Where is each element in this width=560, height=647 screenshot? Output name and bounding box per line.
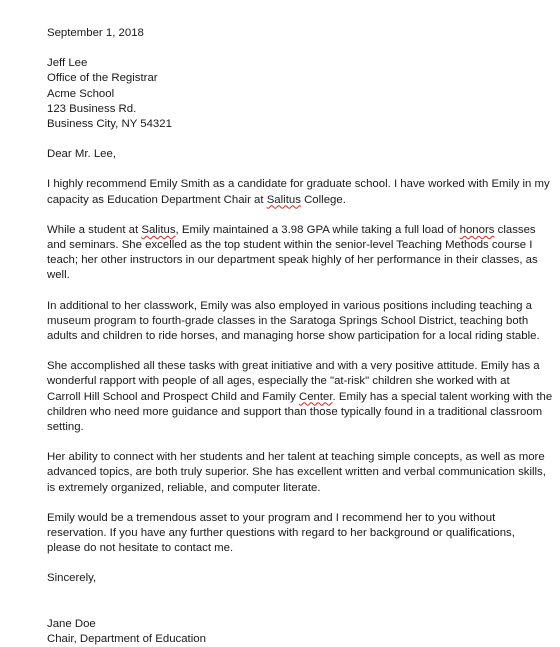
letter-date: September 1, 2018 [47,27,144,39]
paragraph-line: wonderful rapport with people of all ages, especially the "at-risk" children she worked with at [47,375,510,388]
text-run: capacity as Education Department Chair at [47,193,267,206]
recipient-office: Office of the Registrar [47,72,158,85]
signature-block [47,617,532,647]
paragraph-line [47,223,536,238]
paragraph-6 [47,511,532,557]
paragraph-line: is extremely organized, reliable, and computer literate. [47,481,321,494]
misspelled-word: Salitus [266,193,301,206]
paragraph-line: well. [47,269,70,282]
paragraph-1 [47,177,550,207]
paragraph-line: Her ability to connect with her students and her talent at teaching simple concepts, as well as more [47,451,545,464]
paragraph-line [47,193,532,208]
paragraph-3 [47,299,540,345]
recipient-city: Business City, NY 54321 [47,118,172,131]
letter-document [47,26,553,647]
signer-name: Jane Doe [47,617,96,630]
paragraph-5 [47,450,546,496]
misspelled-word: honors [459,223,495,236]
closing: Sincerely, [47,572,97,585]
recipient-street: 123 Business Rd. [47,102,137,115]
text-run: College. [300,193,346,206]
paragraph-line: reservation. If you have any further questions with regard to her background or qualifications, [47,527,515,540]
misspelled-word: Center [298,390,333,403]
paragraph-line: adults and children to ride horses, and managing horse show participation for a local riding stable. [47,330,540,343]
paragraph-line: advanced topics, are both truly superior. She has excellent written and verbal communication skills, [47,466,546,479]
paragraph-line: please do not hesitate to contact me. [47,542,234,555]
paragraph-2 [47,223,538,284]
recipient-name: Jeff Lee [47,57,88,70]
recipient-address [47,56,532,132]
paragraph-line: setting. [47,421,84,434]
text-run: classes [494,223,536,236]
paragraph-line [47,390,553,405]
signer-title: Chair, Department of Education [47,632,206,645]
text-run: , Emily maintained a 3.98 GPA while taking a full load of [175,223,460,236]
paragraph-line: I highly recommend Emily Smith as a candidate for graduate school. I have worked with Emily in my [47,178,550,191]
paragraph-4 [47,359,553,435]
text-run: . Emily has a special talent working with the [332,390,553,403]
salutation: Dear Mr. Lee, [47,148,117,161]
paragraph-line: In additional to her classwork, Emily was also employed in various positions including teaching a [47,299,532,312]
paragraph-line: She accomplished all these tasks with great initiative and with a very positive attitude. Emily has a [47,360,540,373]
recipient-school: Acme School [47,87,115,100]
misspelled-word: Salitus [141,223,176,236]
paragraph-line: children who need more guidance and support than those typically found in a traditional classroom [47,405,543,418]
text-run: Carroll Hill School and Prospect Child and Family [47,390,299,403]
paragraph-line: Emily would be a tremendous asset to your program and I recommend her to you without [47,511,496,524]
text-run: While a student at [47,223,142,236]
paragraph-line: museum program to fourth-grade classes in the Saratoga Springs School District, teaching both [47,314,529,327]
paragraph-line: teach; her other instructors in our department speak highly of her performance in their classes, as [47,254,538,267]
paragraph-line: and seminars. She excelled as the top student within the senior-level Teaching Methods course I [47,239,533,252]
